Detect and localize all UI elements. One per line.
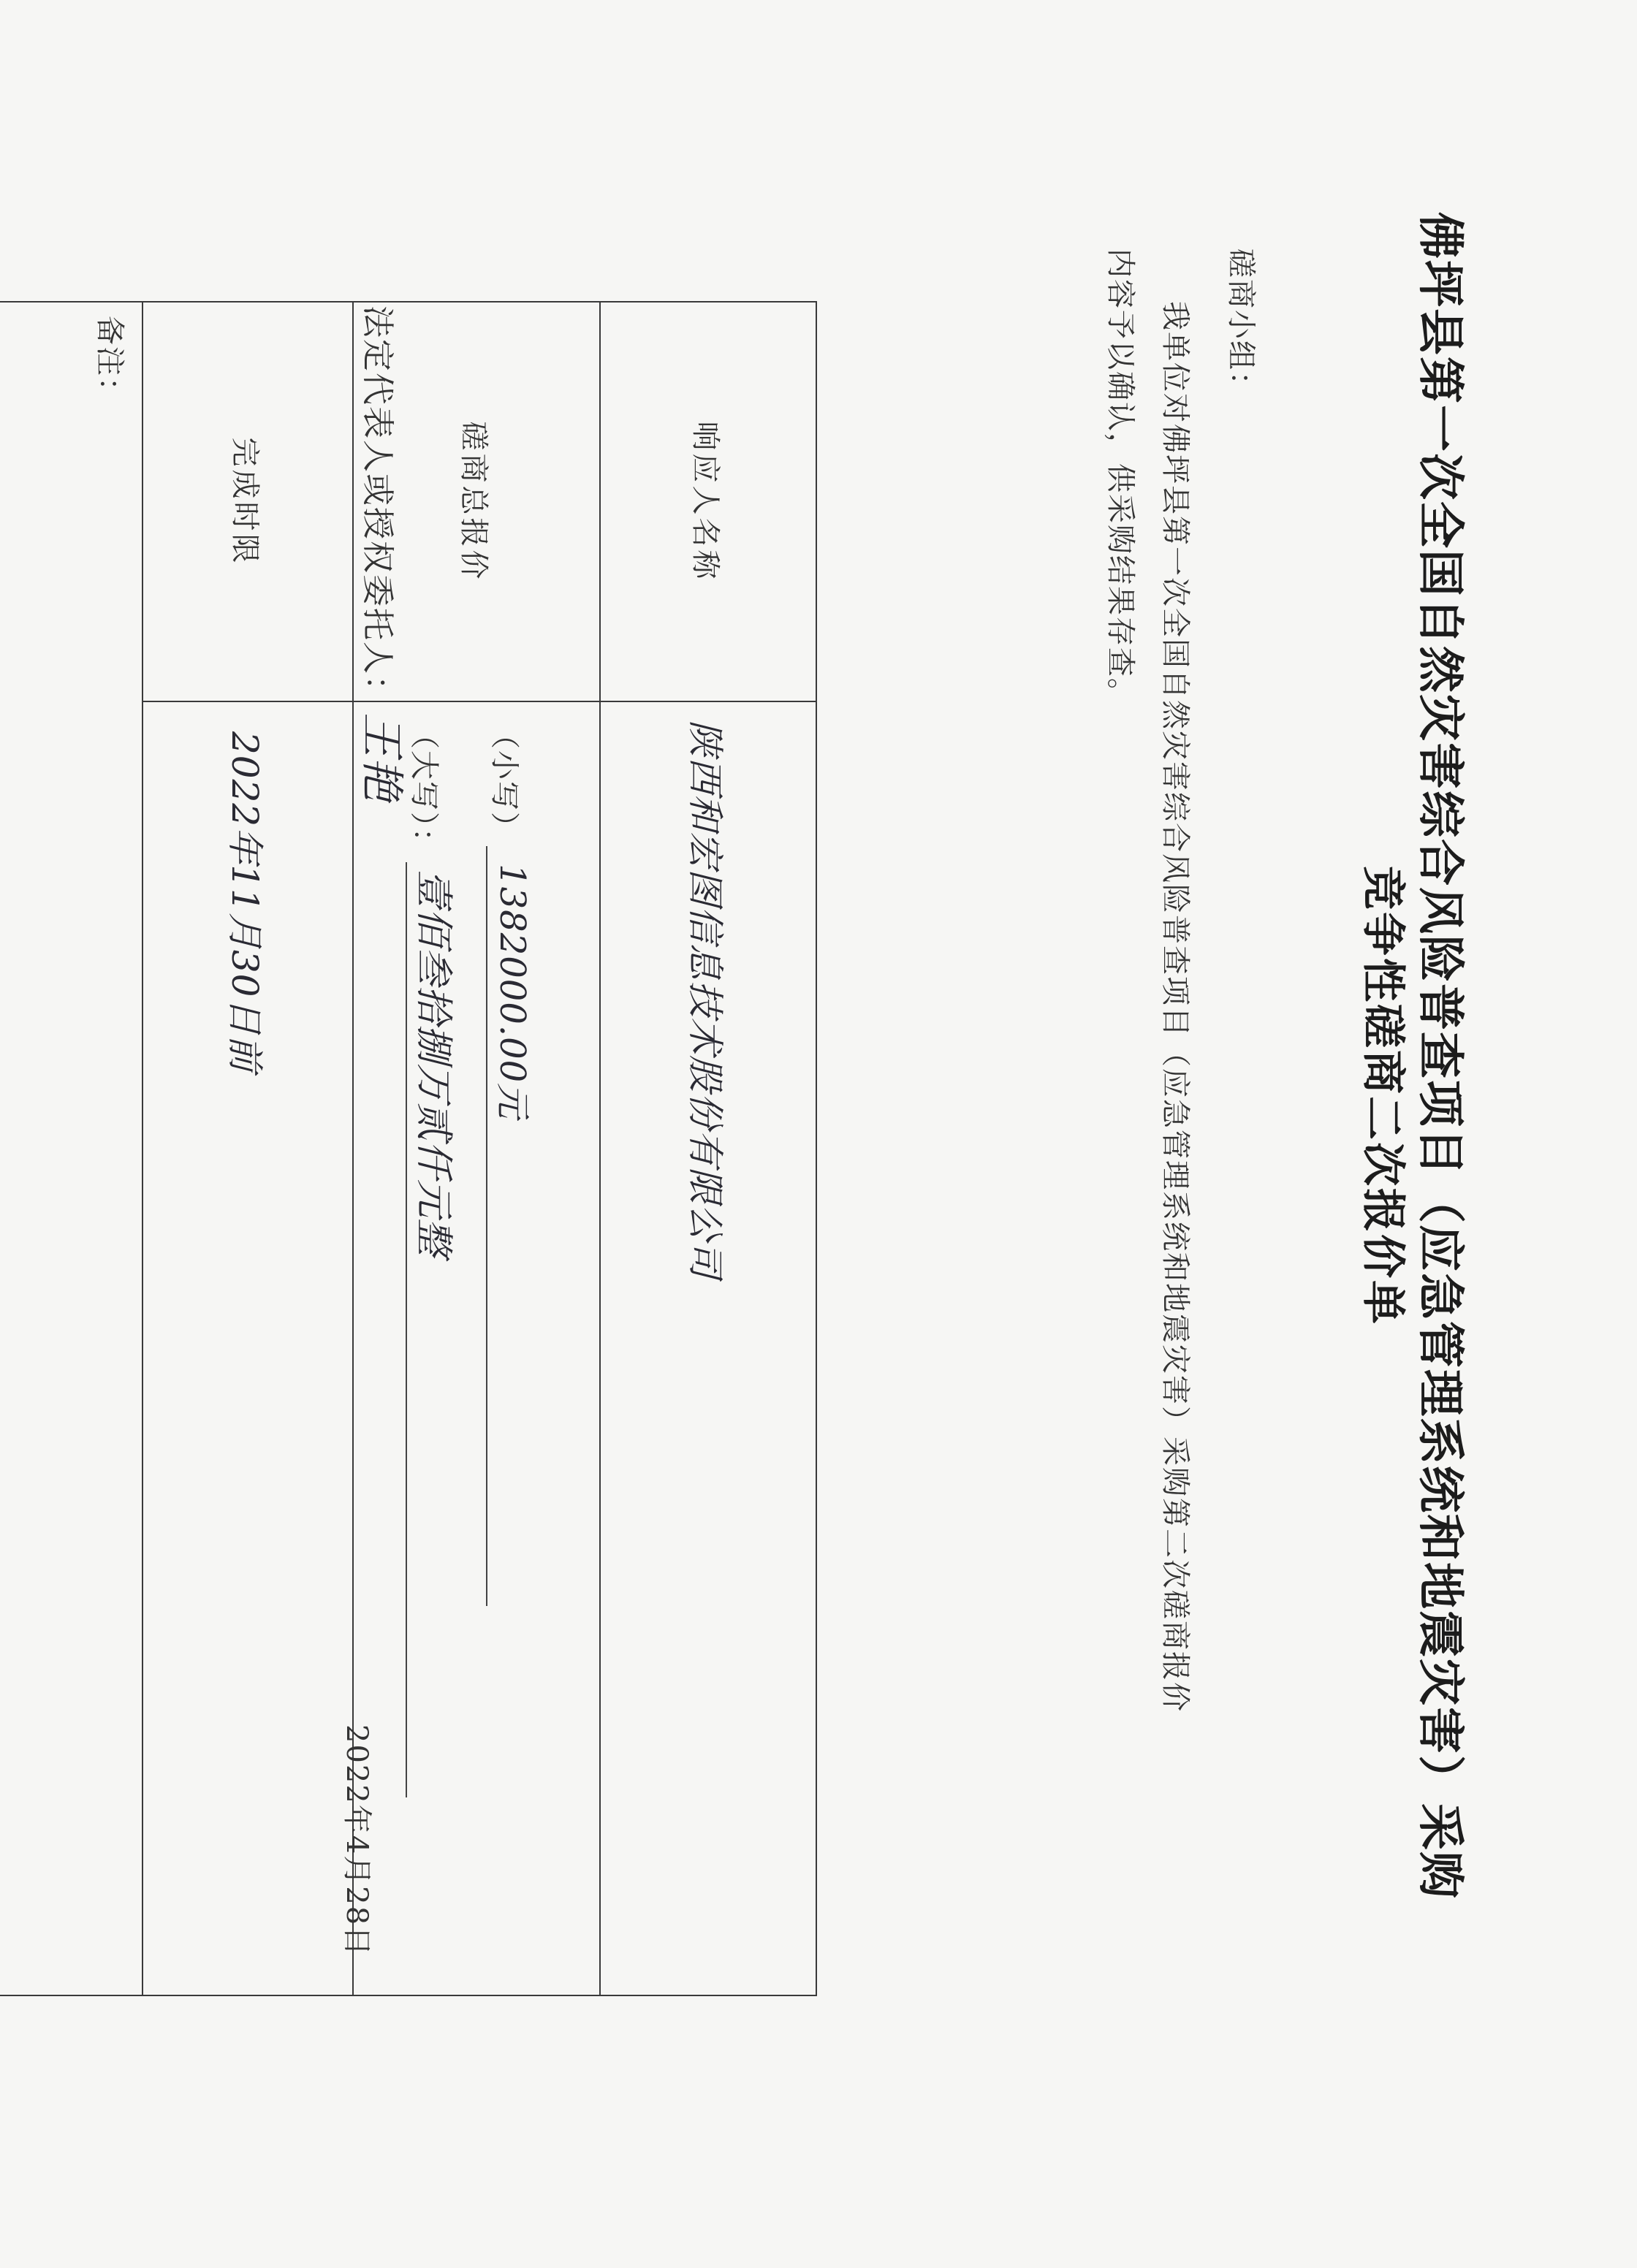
salutation: 磋商小组： xyxy=(1224,248,1258,402)
signature-label: 法定代表人或授权委托人： xyxy=(359,305,396,709)
signature-handwritten-name: 王艳 xyxy=(356,712,407,802)
respondent-label: 响应人名称 xyxy=(688,421,723,582)
table-row-respondent xyxy=(600,302,816,1995)
body-paragraph-line2: 内容予以确认，供采购结果存查。 xyxy=(1104,248,1137,709)
respondent-value-cell xyxy=(600,701,816,1995)
price-lowercase-prefix: （小写） xyxy=(487,720,521,842)
price-uppercase-prefix: （大写）： xyxy=(407,720,441,859)
total-price-value-cell xyxy=(353,701,600,1995)
total-price-label: 磋商总报价 xyxy=(457,421,491,582)
price-lowercase-handwritten: 1382000.00元 xyxy=(492,864,533,1119)
document-title: 佛坪县第一次全国自然灾害综合风险普查项目（应急管理系统和地震灾害）采购 xyxy=(1413,212,1467,1900)
remarks-label: 备注： xyxy=(93,316,126,408)
document-subtitle: 竞争性磋商二次报价单 xyxy=(1357,866,1408,1326)
respondent-label-cell xyxy=(600,302,816,701)
completion-label-cell xyxy=(143,302,353,701)
price-lowercase-underline xyxy=(486,846,533,1606)
signature-block xyxy=(354,305,417,802)
respondent-name-handwritten: 陕西和宏图信息技术股份有限公司 xyxy=(684,720,726,1279)
completion-date-handwritten: 2022年11月30日前 xyxy=(224,731,266,1073)
price-uppercase-handwritten: 壹佰叁拾捌万贰仟元整 xyxy=(411,869,455,1257)
remarks-cell xyxy=(0,302,143,1995)
document-date: 2022年4月28日 xyxy=(340,1724,373,1957)
table-row-completion xyxy=(143,302,353,1995)
body-paragraph-line1: 我单位对佛坪县第一次全国自然灾害综合风险普查项目（应急管理系统和地震灾害）采购第二次磋商报价 xyxy=(1158,301,1192,1713)
completion-value-cell xyxy=(143,701,353,1995)
price-uppercase-underline xyxy=(406,862,455,1797)
price-uppercase-line xyxy=(374,720,455,1995)
completion-label: 完成时限 xyxy=(228,437,262,566)
table-row-remarks xyxy=(0,302,143,1995)
